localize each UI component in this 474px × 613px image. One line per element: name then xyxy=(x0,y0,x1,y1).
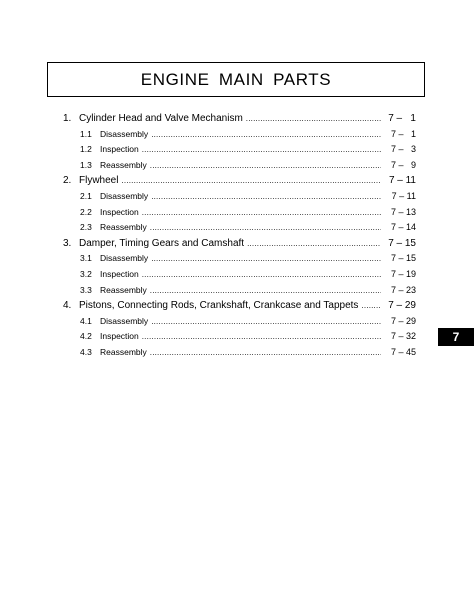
toc-section-entry[interactable] xyxy=(63,173,416,189)
page-title: ENGINE MAIN PARTS xyxy=(140,69,332,89)
toc-entry-number: 4.1 xyxy=(80,315,92,326)
toc-entry-title: Inspection xyxy=(100,144,139,155)
toc-section-entry[interactable] xyxy=(63,111,416,127)
toc-entry-number: 2.1 xyxy=(80,190,92,201)
toc-entry-number: 1. xyxy=(63,113,72,124)
dot-leader xyxy=(150,345,381,361)
toc-subsection-entry[interactable] xyxy=(63,329,416,345)
title-box xyxy=(47,62,425,97)
toc-entry-title: Reassembly xyxy=(100,222,147,233)
dot-leader xyxy=(361,298,381,314)
toc-entry-title: Disassembly xyxy=(100,315,149,326)
toc-entry-title: Disassembly xyxy=(100,128,149,139)
toc-entry-page: 7 – 14 xyxy=(390,222,416,233)
toc-entry-page: 7 – 9 xyxy=(390,159,416,170)
dot-leader xyxy=(150,220,381,236)
toc-entry-page: 7 – 32 xyxy=(390,331,416,342)
toc-entry-page: 7 – 15 xyxy=(388,237,416,249)
toc-entry-title: Inspection xyxy=(100,268,139,279)
dot-leader xyxy=(150,283,381,299)
toc-subsection-entry[interactable] xyxy=(63,158,416,174)
dot-leader xyxy=(151,189,381,205)
toc-entry-title: Inspection xyxy=(100,331,139,342)
toc-entry-page: 7 – 11 xyxy=(391,190,416,201)
dot-leader xyxy=(142,267,381,283)
toc-subsection-entry[interactable] xyxy=(63,283,416,299)
chapter-tab: 7 xyxy=(438,328,474,346)
toc-entry-number: 3.1 xyxy=(80,253,92,264)
toc-subsection-entry[interactable] xyxy=(63,189,416,205)
toc-entry-page: 7 – 1 xyxy=(388,113,416,124)
toc-entry-page: 7 – 13 xyxy=(390,206,416,217)
toc-entry-title: Cylinder Head and Valve Mechanism xyxy=(79,113,243,124)
toc-section-entry[interactable] xyxy=(63,298,416,314)
toc-entry-page: 7 – 11 xyxy=(388,175,416,187)
toc-subsection-entry[interactable] xyxy=(63,345,416,361)
toc-entry-title: Reassembly xyxy=(100,284,147,295)
toc-entry-title: Reassembly xyxy=(100,346,147,357)
toc-entry-page: 7 – 19 xyxy=(390,268,416,279)
toc-entry-page: 7 – 1 xyxy=(390,128,416,139)
toc-entry-number: 4.3 xyxy=(80,346,92,357)
toc-subsection-entry[interactable] xyxy=(63,127,416,143)
toc-entry-number: 1.3 xyxy=(80,159,92,170)
dot-leader xyxy=(151,314,381,330)
toc-entry-number: 2. xyxy=(63,175,72,187)
toc-section-entry[interactable] xyxy=(63,236,416,252)
toc-subsection-entry[interactable] xyxy=(63,205,416,221)
toc-subsection-entry[interactable] xyxy=(63,251,416,267)
dot-leader xyxy=(142,329,381,345)
toc-entry-page: 7 – 29 xyxy=(388,300,416,312)
dot-leader xyxy=(151,251,381,267)
toc-entry-number: 4. xyxy=(63,300,72,312)
dot-leader xyxy=(247,236,381,252)
toc-entry-number: 3.3 xyxy=(80,284,92,295)
dot-leader xyxy=(142,142,381,158)
toc-entry-page: 7 – 3 xyxy=(390,144,416,155)
toc-subsection-entry[interactable] xyxy=(63,220,416,236)
dot-leader xyxy=(150,158,381,174)
toc-subsection-entry[interactable] xyxy=(63,142,416,158)
toc-entry-title: Pistons, Connecting Rods, Crankshaft, Crankcase and Tappets xyxy=(79,300,359,312)
dot-leader xyxy=(121,173,381,189)
toc-entry-title: Damper, Timing Gears and Camshaft xyxy=(79,237,245,249)
toc-entry-title: Disassembly xyxy=(100,253,149,264)
toc-entry-number: 4.2 xyxy=(80,331,92,342)
dot-leader xyxy=(151,127,381,143)
toc-entry-title: Disassembly xyxy=(100,190,149,201)
toc-entry-number: 2.3 xyxy=(80,222,92,233)
toc-entry-page: 7 – 45 xyxy=(390,346,416,357)
toc-entry-number: 3.2 xyxy=(80,268,92,279)
toc-entry-page: 7 – 15 xyxy=(390,253,416,264)
toc-entry-number: 1.2 xyxy=(80,144,92,155)
toc-entry-title: Flywheel xyxy=(79,175,119,187)
toc-entry-number: 2.2 xyxy=(80,206,92,217)
toc-subsection-entry[interactable] xyxy=(63,314,416,330)
toc-entry-page: 7 – 23 xyxy=(390,284,416,295)
table-of-contents xyxy=(63,111,416,361)
toc-entry-title: Reassembly xyxy=(100,159,147,170)
toc-subsection-entry[interactable] xyxy=(63,267,416,283)
toc-entry-number: 1.1 xyxy=(80,128,92,139)
toc-entry-title: Inspection xyxy=(100,206,139,217)
dot-leader xyxy=(142,205,381,221)
toc-entry-page: 7 – 29 xyxy=(390,315,416,326)
dot-leader xyxy=(246,111,381,127)
toc-entry-number: 3. xyxy=(63,237,72,249)
